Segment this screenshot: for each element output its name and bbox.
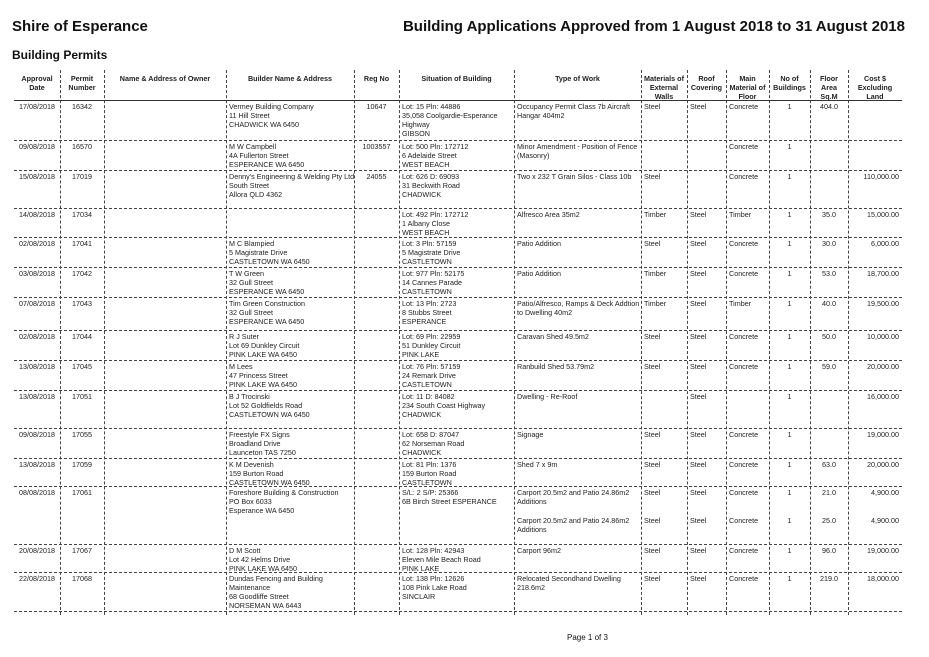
cell-walls: Steel xyxy=(644,239,661,248)
cell-walls: Steel xyxy=(644,460,661,469)
cell-area: 40.0 xyxy=(822,299,836,308)
cell-work: Ranbuild Shed 53.79m2 xyxy=(517,362,595,371)
cell-builder: Foreshore Building & Construction PO Box 6033 Esperance WA 6450 xyxy=(229,488,339,515)
cell-area: 53.0 xyxy=(822,269,836,278)
cell-num: 1 xyxy=(787,102,792,111)
cell-date: 03/08/2018 xyxy=(19,269,55,278)
cell-permit: 17041 xyxy=(72,239,92,248)
cell-work: Patio Addition xyxy=(517,269,561,278)
row-divider xyxy=(14,486,902,487)
cell-permit: 17034 xyxy=(72,210,92,219)
page-number: Page 1 of 3 xyxy=(567,633,608,642)
cell-floor: Concrete xyxy=(729,460,759,469)
column-header: Permit Number xyxy=(68,74,96,92)
cell-floor: Concrete xyxy=(729,142,759,151)
cell-date: 09/08/2018 xyxy=(19,142,55,151)
cell-floor: Concrete xyxy=(729,332,759,341)
cell-walls: Steel xyxy=(644,516,661,525)
cell-date: 14/08/2018 xyxy=(19,210,55,219)
cell-num: 1 xyxy=(787,362,792,371)
cell-floor: Concrete xyxy=(729,172,759,181)
cell-date: 15/08/2018 xyxy=(19,172,55,181)
cell-work: Dwelling - Re-Roof xyxy=(517,392,578,401)
cell-floor: Timber xyxy=(729,210,752,219)
cell-roof: Steel xyxy=(690,269,707,278)
section-title: Building Permits xyxy=(12,48,108,62)
cell-num: 1 xyxy=(787,172,792,181)
cell-builder: T W Green 32 Gull Street ESPERANCE WA 6450 xyxy=(229,269,305,296)
cell-walls: Steel xyxy=(644,574,661,583)
cell-situation: Lot: 15 Pln: 44886 35,058 Coolgardie-Esperance Highway GIBSON xyxy=(402,102,498,138)
table-bottom-rule xyxy=(14,611,902,612)
cell-cost: 4,900.00 xyxy=(871,516,899,525)
cell-situation: Lot: 658 D: 87047 62 Norseman Road CHADWICK xyxy=(402,430,465,457)
cell-walls: Steel xyxy=(644,362,661,371)
cell-num: 1 xyxy=(787,299,792,308)
column-divider xyxy=(226,70,227,615)
cell-walls: Timber xyxy=(644,210,667,219)
cell-situation: Lot: 977 Pln: 52175 14 Cannes Parade CASTLETOWN xyxy=(402,269,465,296)
cell-situation: Lot: 11 D: 84082 234 South Coast Highway CHADWICK xyxy=(402,392,486,419)
cell-builder: B J Trocinski Lot 52 Goldfields Road CASTLETOWN WA 6450 xyxy=(229,392,310,419)
cell-num: 1 xyxy=(787,488,792,497)
cell-builder: Tim Green Construction 32 Gull Street ESPERANCE WA 6450 xyxy=(229,299,306,326)
cell-area: 404.0 xyxy=(820,102,838,111)
cell-roof: Steel xyxy=(690,299,707,308)
column-header: Builder Name & Address xyxy=(247,74,332,83)
column-header: Roof Covering xyxy=(690,74,723,92)
cell-roof: Steel xyxy=(690,210,707,219)
column-divider xyxy=(514,70,515,615)
cell-cost: 19,000.00 xyxy=(867,430,899,439)
cell-permit: 17059 xyxy=(72,460,92,469)
cell-walls: Steel xyxy=(644,332,661,341)
cell-num: 1 xyxy=(787,574,792,583)
cell-cost: 6,000.00 xyxy=(871,239,899,248)
cell-work: Carport 20.5m2 and Patio 24.86m2 Additions xyxy=(517,488,630,506)
cell-builder: Freestyle FX Signs Broadland Drive Launceton TAS 7250 xyxy=(229,430,296,457)
cell-situation: Lot: 81 Pln: 1376 159 Burton Road CASTLETOWN xyxy=(402,460,457,487)
cell-roof: Steel xyxy=(690,488,707,497)
cell-work: Signage xyxy=(517,430,544,439)
cell-num: 1 xyxy=(787,142,792,151)
cell-floor: Timber xyxy=(729,299,752,308)
cell-date: 20/08/2018 xyxy=(19,546,55,555)
cell-area: 63.0 xyxy=(822,460,836,469)
cell-roof: Steel xyxy=(690,102,707,111)
column-header: Approval Date xyxy=(21,74,53,92)
row-divider xyxy=(14,572,902,573)
cell-roof: Steel xyxy=(690,332,707,341)
cell-situation: Lot: 128 Pln: 42943 Eleven Mile Beach Road PINK LAKE xyxy=(402,546,481,573)
cell-area: 30.0 xyxy=(822,239,836,248)
cell-walls: Timber xyxy=(644,269,667,278)
cell-work: Alfresco Area 35m2 xyxy=(517,210,580,219)
cell-cost: 4,900.00 xyxy=(871,488,899,497)
cell-roof: Steel xyxy=(690,362,707,371)
cell-roof: Steel xyxy=(690,516,707,525)
column-header: Cost $ Excluding Land xyxy=(857,74,893,101)
cell-work: Minor Amendment - Position of Fence (Masonry) xyxy=(517,142,638,160)
column-header: Floor Area Sq.M xyxy=(820,74,838,101)
cell-area: 25.0 xyxy=(822,516,836,525)
cell-floor: Concrete xyxy=(729,546,759,555)
cell-floor: Concrete xyxy=(729,269,759,278)
cell-area: 96.0 xyxy=(822,546,836,555)
cell-permit: 17051 xyxy=(72,392,92,401)
cell-num: 1 xyxy=(787,546,792,555)
cell-walls: Steel xyxy=(644,430,661,439)
cell-cost: 19,000.00 xyxy=(867,546,899,555)
cell-walls: Steel xyxy=(644,546,661,555)
cell-date: 09/08/2018 xyxy=(19,430,55,439)
cell-cost: 20,000.00 xyxy=(867,362,899,371)
column-header: Reg No xyxy=(363,74,390,83)
cell-roof: Steel xyxy=(690,430,707,439)
cell-floor: Concrete xyxy=(729,488,759,497)
cell-work: Patio/Alfresco, Ramps & Deck Addtion to Dwelling 40m2 xyxy=(517,299,640,317)
cell-situation: Lot: 69 Pln: 22959 51 Dunkley Circuit PINK LAKE xyxy=(402,332,461,359)
cell-area: 219.0 xyxy=(820,574,838,583)
cell-num: 1 xyxy=(787,269,792,278)
row-divider xyxy=(14,428,902,429)
cell-area: 35.0 xyxy=(822,210,836,219)
cell-num: 1 xyxy=(787,516,792,525)
cell-area: 50.0 xyxy=(822,332,836,341)
cell-walls: Steel xyxy=(644,172,661,181)
cell-cost: 16,000.00 xyxy=(867,392,899,401)
org-name: Shire of Esperance xyxy=(12,18,148,35)
cell-date: 07/08/2018 xyxy=(19,299,55,308)
column-header: Materials of External Walls xyxy=(644,74,684,101)
cell-floor: Concrete xyxy=(729,430,759,439)
cell-builder: D M Scott Lot 42 Helms Drive PINK LAKE WA 6450 xyxy=(229,546,298,573)
cell-work: Carport 20.5m2 and Patio 24.86m2 Additions xyxy=(517,516,630,534)
cell-work: Patio Addition xyxy=(517,239,561,248)
column-header: Type of Work xyxy=(555,74,600,83)
cell-situation: Lot: 13 Pln: 2723 8 Stubbs Street ESPERANCE xyxy=(402,299,457,326)
cell-date: 08/08/2018 xyxy=(19,488,55,497)
cell-situation: Lot: 500 Pln: 172712 6 Adelaide Street WEST BEACH xyxy=(402,142,469,169)
cell-cost: 15,000.00 xyxy=(867,210,899,219)
cell-num: 1 xyxy=(787,392,792,401)
cell-floor: Concrete xyxy=(729,516,759,525)
cell-permit: 17067 xyxy=(72,546,92,555)
cell-builder: Dundas Fencing and Building Maintenance 68 Goodliffe Street NORSEMAN WA 6443 xyxy=(229,574,323,610)
cell-area: 59.0 xyxy=(822,362,836,371)
column-divider xyxy=(104,70,105,615)
column-divider xyxy=(687,70,688,615)
cell-builder: M Lees 47 Princess Street PINK LAKE WA 6450 xyxy=(229,362,298,389)
cell-num: 1 xyxy=(787,332,792,341)
cell-roof: Steel xyxy=(690,239,707,248)
row-divider xyxy=(14,458,902,459)
cell-reg: 10647 xyxy=(366,102,387,111)
column-divider xyxy=(399,70,400,615)
cell-walls: Timber xyxy=(644,299,667,308)
cell-cost: 10,000.00 xyxy=(867,332,899,341)
cell-floor: Concrete xyxy=(729,102,759,111)
cell-date: 02/08/2018 xyxy=(19,239,55,248)
header-rule xyxy=(14,100,902,101)
cell-work: Occupancy Permit Class 7b Aircraft Hangar 404m2 xyxy=(517,102,631,120)
cell-num: 1 xyxy=(787,460,792,469)
row-divider xyxy=(14,170,902,171)
cell-work: Caravan Shed 49.5m2 xyxy=(517,332,589,341)
cell-situation: Lot: 492 Pln: 172712 1 Albany Close WEST BEACH xyxy=(402,210,469,237)
cell-builder: R J Suter Lot 69 Dunkley Circuit PINK LAKE WA 6450 xyxy=(229,332,300,359)
cell-cost: 110,000.00 xyxy=(863,172,899,181)
cell-walls: Steel xyxy=(644,488,661,497)
report-title: Building Applications Approved from 1 August 2018 to 31 August 2018 xyxy=(402,18,905,35)
row-divider xyxy=(14,297,902,298)
cell-roof: Steel xyxy=(690,460,707,469)
cell-permit: 17019 xyxy=(72,172,92,181)
row-divider xyxy=(14,544,902,545)
cell-work: Shed 7 x 9m xyxy=(517,460,558,469)
column-divider xyxy=(641,70,642,615)
cell-roof: Steel xyxy=(690,392,707,401)
cell-date: 17/08/2018 xyxy=(19,102,55,111)
cell-roof: Steel xyxy=(690,546,707,555)
cell-situation: S/L: 2 S/P: 25366 6B Birch Street ESPERANCE xyxy=(402,488,497,506)
cell-permit: 16342 xyxy=(72,102,92,111)
column-divider xyxy=(848,70,849,615)
cell-num: 1 xyxy=(787,210,792,219)
row-divider xyxy=(14,360,902,361)
column-divider xyxy=(726,70,727,615)
cell-permit: 16570 xyxy=(72,142,92,151)
cell-work: Two x 232 T Grain Silos - Class 10b xyxy=(517,172,632,181)
cell-floor: Concrete xyxy=(729,239,759,248)
cell-permit: 17055 xyxy=(72,430,92,439)
cell-permit: 17068 xyxy=(72,574,92,583)
cell-walls: Steel xyxy=(644,102,661,111)
cell-floor: Concrete xyxy=(729,574,759,583)
cell-situation: Lot: 138 Pln: 12626 108 Pink Lake Road SINCLAIR xyxy=(402,574,467,601)
cell-roof: Steel xyxy=(690,574,707,583)
cell-cost: 18,000.00 xyxy=(867,574,899,583)
cell-work: Carport 96m2 xyxy=(517,546,561,555)
cell-date: 13/08/2018 xyxy=(19,392,55,401)
cell-date: 22/08/2018 xyxy=(19,574,55,583)
cell-date: 13/08/2018 xyxy=(19,460,55,469)
column-divider xyxy=(354,70,355,615)
row-divider xyxy=(14,140,902,141)
cell-date: 13/08/2018 xyxy=(19,362,55,371)
column-header: No of Buildings xyxy=(773,74,806,92)
row-divider xyxy=(14,390,902,391)
cell-permit: 17044 xyxy=(72,332,92,341)
cell-cost: 18,700.00 xyxy=(867,269,899,278)
cell-permit: 17061 xyxy=(72,488,92,497)
cell-builder: M W Campbell 4A Fullerton Street ESPERANCE WA 6450 xyxy=(229,142,305,169)
row-divider xyxy=(14,267,902,268)
column-divider xyxy=(769,70,770,615)
cell-builder: Vermey Building Company 11 Hill Street CHADWICK WA 6450 xyxy=(229,102,314,129)
cell-work: Relocated Secondhand Dwelling 218.6m2 xyxy=(517,574,621,592)
cell-floor: Concrete xyxy=(729,362,759,371)
column-header: Situation of Building xyxy=(421,74,492,83)
cell-date: 02/08/2018 xyxy=(19,332,55,341)
cell-permit: 17045 xyxy=(72,362,92,371)
row-divider xyxy=(14,208,902,209)
cell-num: 1 xyxy=(787,239,792,248)
row-divider xyxy=(14,237,902,238)
permits-table xyxy=(14,70,902,615)
cell-reg: 1003557 xyxy=(362,142,391,151)
cell-situation: Lot: 626 D: 69093 31 Beckwith Road CHADWICK xyxy=(402,172,460,199)
cell-builder: M C Blampied 5 Magistrate Drive CASTLETOWN WA 6450 xyxy=(229,239,310,266)
cell-num: 1 xyxy=(787,430,792,439)
cell-reg: 24055 xyxy=(366,172,387,181)
cell-situation: Lot: 3 Pln: 57159 5 Magistrate Drive CASTLETOWN xyxy=(402,239,461,266)
row-divider xyxy=(14,330,902,331)
cell-cost: 20,000.00 xyxy=(867,460,899,469)
column-header: Name & Address of Owner xyxy=(119,74,211,83)
cell-permit: 17042 xyxy=(72,269,92,278)
cell-cost: 19,500.00 xyxy=(867,299,899,308)
cell-builder: Denny's Engineering & Welding Pty Ltd South Street Allora QLD 4362 xyxy=(229,172,355,199)
column-header: Main Material of Floor xyxy=(729,74,766,101)
column-divider xyxy=(60,70,61,615)
cell-situation: Lot: 76 Pln: 57159 24 Remark Drive CASTLETOWN xyxy=(402,362,461,389)
cell-builder: K M Devenish 159 Burton Road CASTLETOWN WA 6450 xyxy=(229,460,310,487)
column-divider xyxy=(810,70,811,615)
cell-area: 21.0 xyxy=(822,488,836,497)
cell-permit: 17043 xyxy=(72,299,92,308)
